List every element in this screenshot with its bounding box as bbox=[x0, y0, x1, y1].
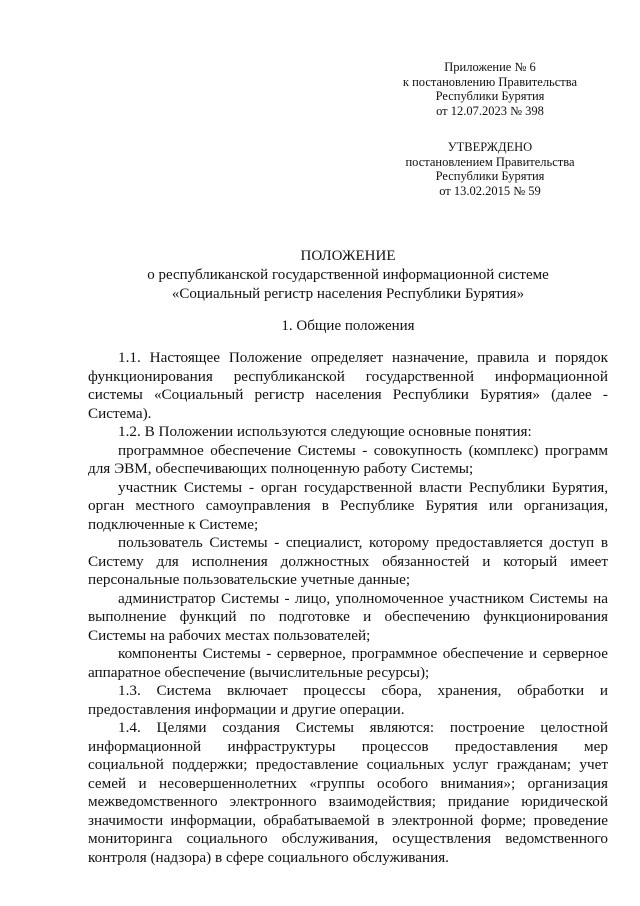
body-line: орган местного самоуправления в Республике Бурятия или организация, bbox=[88, 497, 608, 514]
document-title bbox=[88, 247, 608, 304]
body-line: 1.1. Настоящее Положение определяет назначение, правила и порядок bbox=[118, 349, 608, 366]
body-line: подключенные к Системе; bbox=[88, 515, 259, 533]
document-body bbox=[88, 349, 608, 867]
body-line: 1.3. Система включает процессы сбора, хранения, обработки и bbox=[118, 682, 608, 699]
appendix-line: от 12.07.2023 № 398 bbox=[436, 103, 544, 118]
body-line: участник Системы - орган государственной власти Республики Бурятия, bbox=[118, 478, 608, 496]
appendix-line: Приложение № 6 bbox=[444, 60, 536, 74]
appendix-note bbox=[390, 60, 590, 118]
body-line: выполнение функций по подготовке и обеспечению функционирования bbox=[88, 608, 608, 625]
body-line: аппаратное обеспечение (вычислительные ресурсы); bbox=[88, 663, 430, 681]
body-line: межведомственного электронного взаимодействия; придание юридической bbox=[88, 793, 608, 810]
body-line: Систему для исполнения должностных обязанностей и который имеет bbox=[88, 552, 608, 570]
body-line: системы «Социальный регистр населения Республики Бурятия» (далее - bbox=[88, 386, 608, 403]
section-heading: 1. Общие положения bbox=[281, 318, 415, 334]
body-line: функционирования республиканской государственной информационной bbox=[88, 367, 608, 385]
approval-line: Республики Бурятия bbox=[435, 169, 545, 184]
appendix-line: к постановлению Правительства bbox=[402, 74, 578, 89]
body-line: компоненты Системы - серверное, программное обеспечение и серверное bbox=[118, 645, 608, 662]
body-line: контроля (надзора) в сфере социального обслуживания. bbox=[88, 848, 449, 866]
body-line: информационной инфраструктуры процессов предоставления мер bbox=[88, 737, 608, 755]
appendix-line: Республики Бурятия bbox=[435, 89, 545, 104]
approval-line: постановлением Правительства bbox=[405, 154, 575, 169]
title-line: ПОЛОЖЕНИЕ bbox=[300, 248, 396, 264]
body-line: семей и несовершеннолетних «группы особого внимания»; организация bbox=[88, 774, 608, 792]
body-line: предоставления информации и другие операции. bbox=[88, 700, 405, 718]
body-line: пользователь Системы - специалист, которому предоставляется доступ в bbox=[118, 534, 608, 551]
body-line: 1.4. Целями создания Системы являются: построение целостной bbox=[118, 719, 608, 736]
body-line: администратор Системы - лицо, уполномоченное участником Системы на bbox=[118, 589, 608, 607]
title-line: «Социальный регистр населения Республики Бурятия» bbox=[171, 286, 525, 302]
body-line: 1.2. В Положении используются следующие основные понятия: bbox=[118, 423, 532, 440]
body-line: значимости информации, обрабатываемой в электронной форме; проведение bbox=[88, 811, 608, 829]
body-line: Система). bbox=[88, 404, 152, 422]
approval-line: от 13.02.2015 № 59 bbox=[439, 183, 541, 198]
body-line: для ЭВМ, обеспечивающих полноценную работу Системы; bbox=[88, 460, 474, 477]
body-line: Системы на рабочих местах пользователей; bbox=[88, 626, 371, 644]
body-line: программное обеспечение Системы - совокупность (комплекс) программ bbox=[118, 441, 608, 459]
approval-line: УТВЕРЖДЕНО bbox=[447, 140, 533, 154]
approval-note bbox=[390, 140, 590, 198]
body-line: социальной поддержки; предоставление социальных услуг гражданам; учет bbox=[88, 756, 608, 773]
body-line: персональные пользовательские учетные данные; bbox=[88, 571, 411, 588]
body-line: мониторинга социального обслуживания, осуществления ведомственного bbox=[88, 830, 608, 847]
title-line: о республиканской государственной информационной системе bbox=[147, 267, 549, 283]
